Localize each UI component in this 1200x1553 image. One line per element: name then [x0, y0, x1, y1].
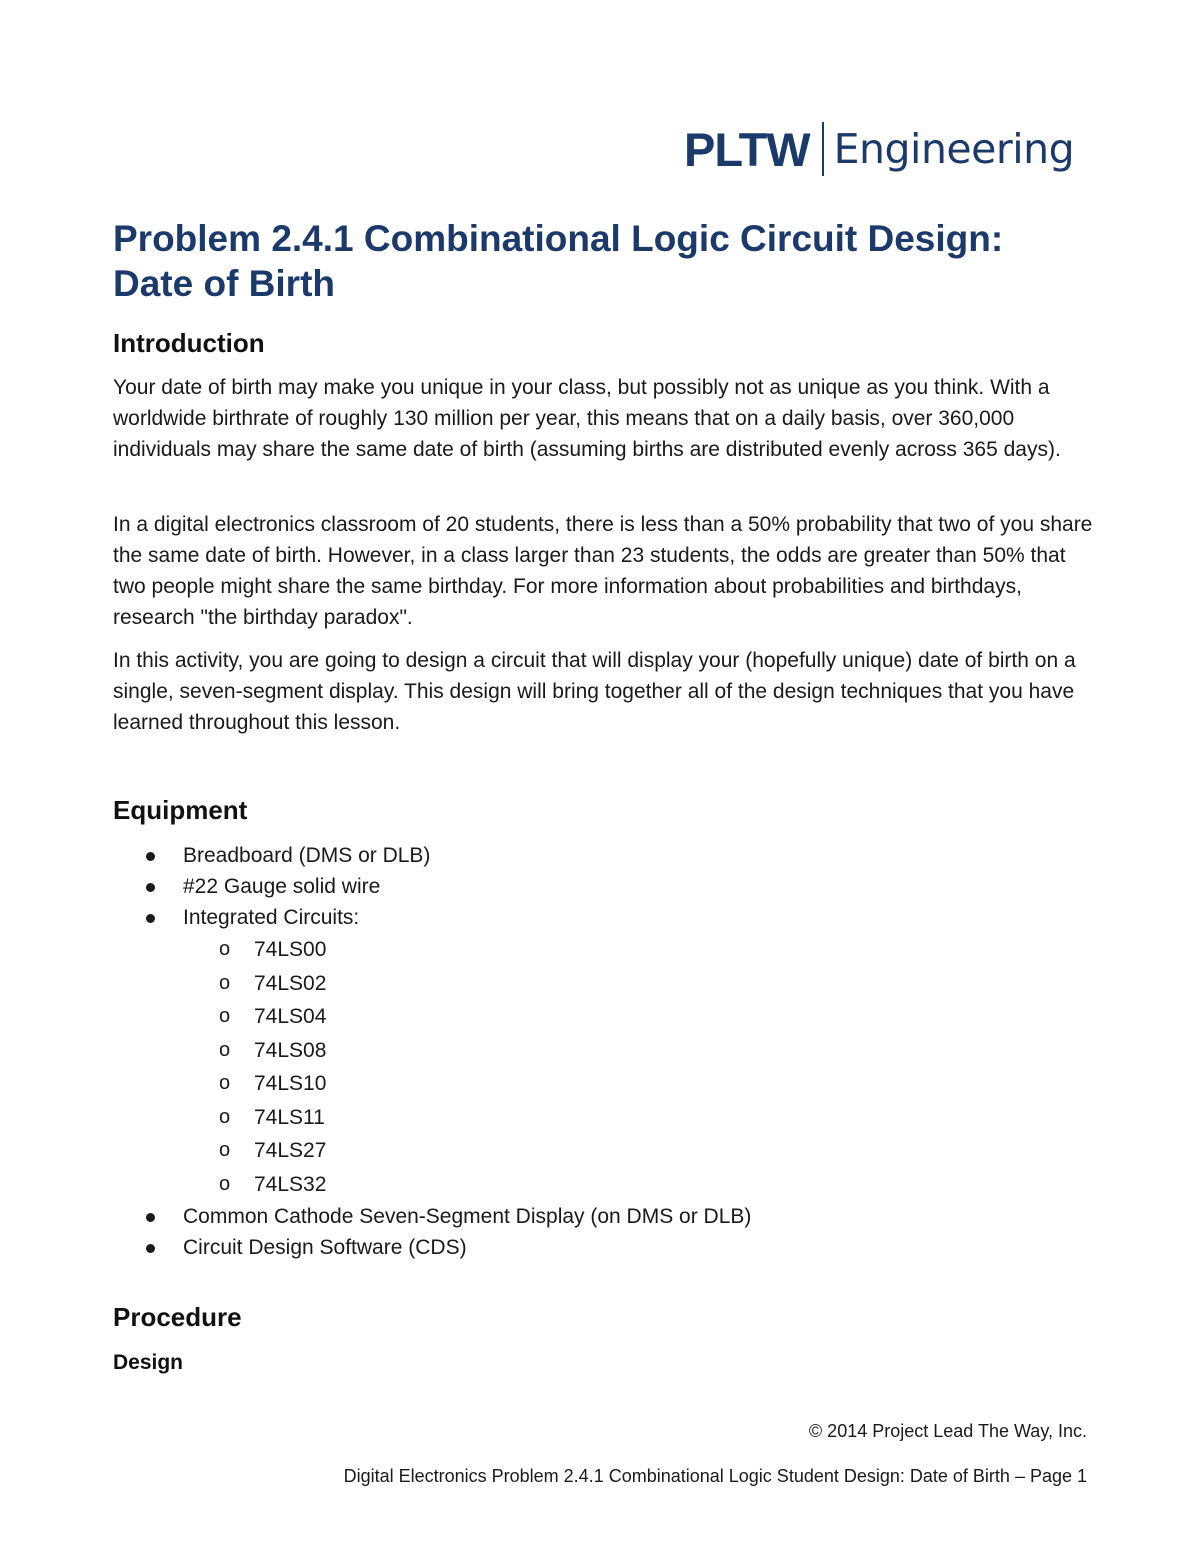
equipment-item-wire: #22 Gauge solid wire: [183, 875, 381, 898]
design-subheading: Design: [113, 1351, 184, 1374]
bullet-circle-icon: o: [219, 938, 231, 960]
ic-item: 74LS08: [254, 1038, 327, 1062]
ic-item: 74LS04: [254, 1005, 327, 1028]
equipment-heading: Equipment: [113, 795, 248, 825]
logo-division: Engineering: [833, 125, 1075, 173]
bullet-dot-icon: [146, 883, 155, 892]
equipment-item-software: Circuit Design Software (CDS): [183, 1236, 467, 1259]
bullet-circle-icon: o: [219, 1072, 231, 1094]
page-footer: Digital Electronics Problem 2.4.1 Combinational Logic Student Design: Date of Birth – Page 1: [343, 1466, 1087, 1486]
pltw-engineering-logo: [684, 118, 1074, 180]
bullet-dot-icon: [146, 1213, 155, 1222]
bullet-circle-icon: o: [219, 1139, 231, 1161]
bullet-circle-icon: o: [219, 1172, 231, 1195]
ic-item: 74LS00: [254, 938, 327, 961]
introduction-heading: Introduction: [113, 328, 265, 358]
bullet-circle-icon: o: [219, 971, 231, 994]
logo-divider: [822, 122, 824, 176]
intro-paragraph-3: In this activity, you are going to design a circuit that will display your (hopefully unique) date of birth on a single, seven-segment display. This design will bring together all of the design techniques that you have learned throughout this lesson.: [113, 649, 1076, 734]
ic-item: 74LS02: [254, 971, 327, 995]
equipment-item-display: Common Cathode Seven-Segment Display (on DMS or DLB): [183, 1205, 752, 1228]
intro-paragraph-1: Your date of birth may make you unique in your class, but possibly not as unique as you think. With a worldwide birthrate of roughly 130 million per year, this means that on a daily basis, over 360,000 individuals may share the same date of birth (assuming births are distributed evenly across 365 days).: [113, 376, 1061, 461]
ic-item: 74LS11: [254, 1105, 325, 1129]
logo-brand: PLTW: [684, 122, 810, 176]
ic-item: 74LS10: [254, 1072, 327, 1095]
bullet-circle-icon: o: [219, 1038, 231, 1061]
bullet-dot-icon: [146, 914, 155, 923]
page-title: Problem 2.4.1 Combinational Logic Circuit Design: Date of Birth: [113, 218, 1004, 304]
equipment-item-breadboard: Breadboard (DMS or DLB): [183, 844, 431, 867]
equipment-item-ics: Integrated Circuits:: [183, 906, 360, 929]
bullet-circle-icon: o: [219, 1005, 231, 1027]
procedure-heading: Procedure: [113, 1302, 242, 1332]
ic-item: 74LS32: [254, 1172, 327, 1196]
bullet-dot-icon: [146, 852, 155, 861]
ic-item: 74LS27: [254, 1139, 327, 1162]
intro-paragraph-2: In a digital electronics classroom of 20 students, there is less than a 50% probability that two of you share the same date of birth. However, in a class larger than 23 students, the odds are greater than 50% that two people might share the same birthday. For more information about probabilities and birthdays, research "the birthday paradox".: [113, 513, 1093, 629]
bullet-dot-icon: [146, 1244, 155, 1253]
bullet-circle-icon: o: [219, 1105, 231, 1128]
copyright-notice: © 2014 Project Lead The Way, Inc.: [808, 1421, 1087, 1441]
